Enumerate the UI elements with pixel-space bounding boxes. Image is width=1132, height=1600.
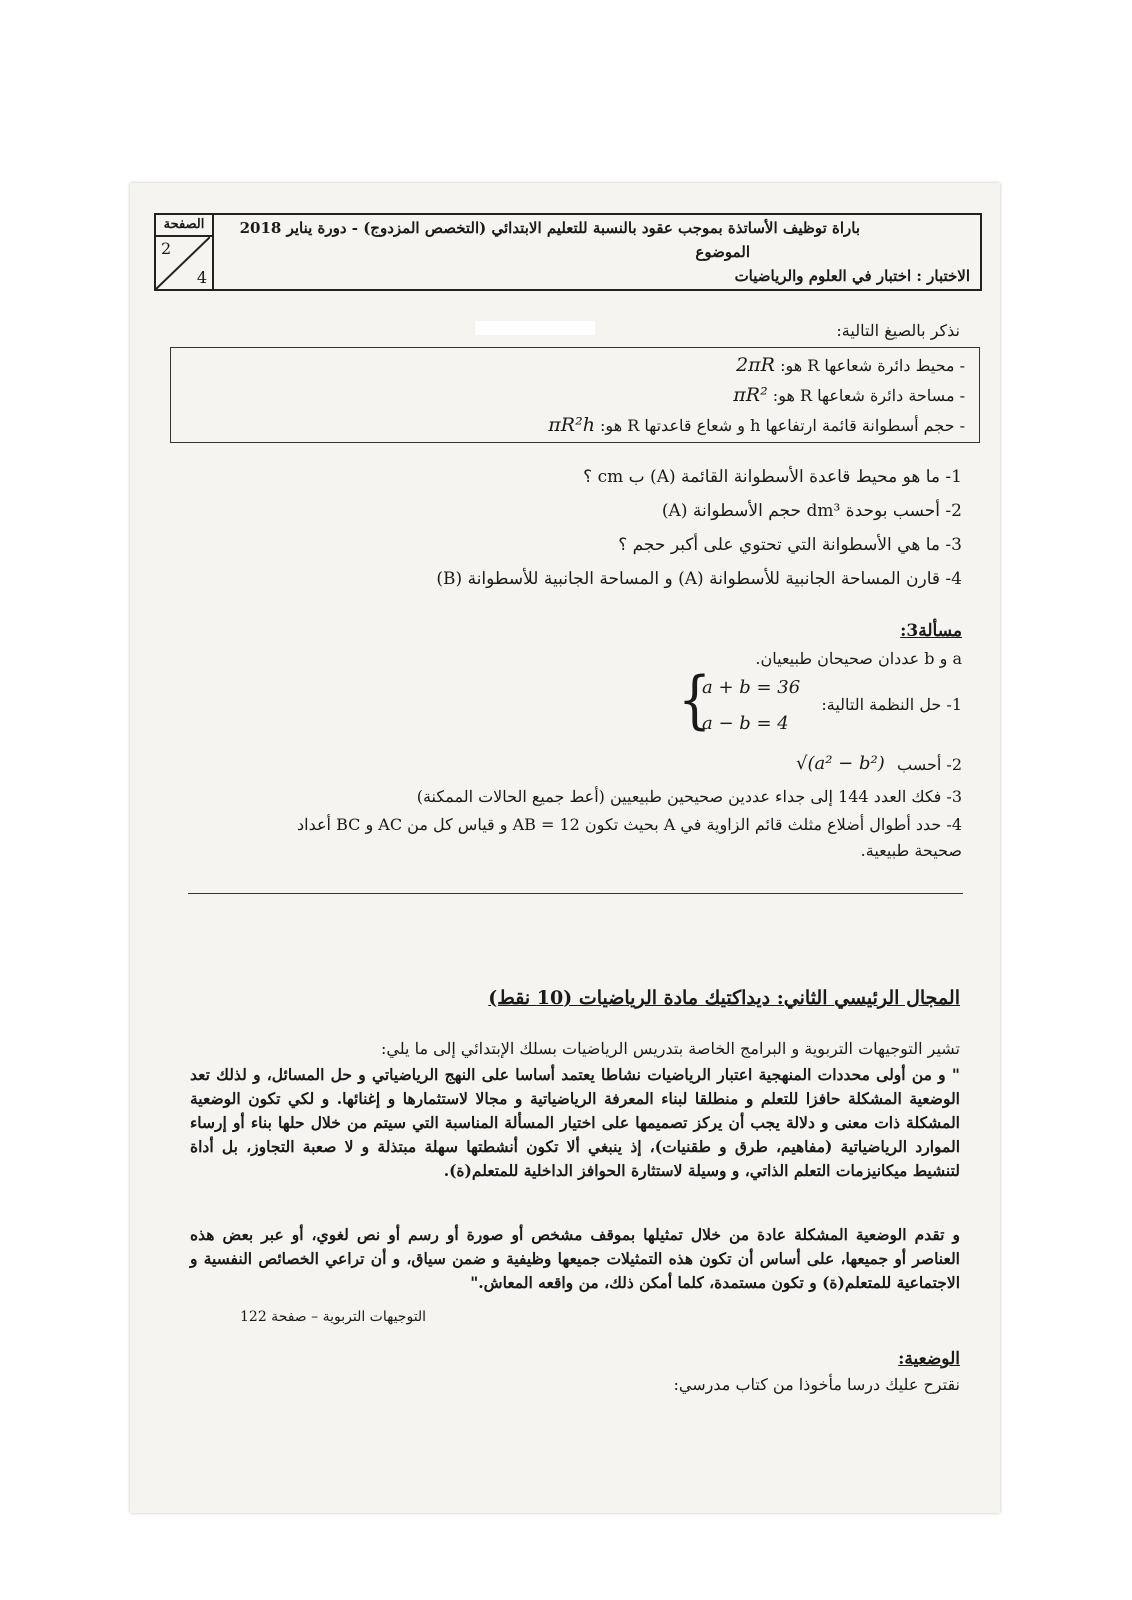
formula-2-text: - مساحة دائرة شعاعها R هو: (772, 386, 965, 405)
sqrt-expression: √(a² − b²) (796, 753, 885, 774)
header-exam: الاختبار : اختبار في العلوم والرياضيات (734, 267, 970, 285)
exam-page (130, 183, 1000, 1513)
question-2: 2- أحسب بوحدة dm³ حجم الأسطوانة (A) (661, 501, 962, 521)
formulas-intro: نذكر بالصيغ التالية: (836, 321, 960, 340)
question-1: 1- ما هو محيط قاعدة الأسطوانة القائمة (A) ب cm ؟ (583, 467, 962, 487)
quote-source: التوجيهات التربوية – صفحة 122 (240, 1309, 427, 1325)
problem3-q2: 2- أحسب (897, 755, 962, 774)
formula-1 (736, 354, 965, 376)
problem3-q4-line2: صحيحة طبيعية. (860, 841, 962, 860)
erased-strip (475, 321, 595, 335)
page-total: 4 (196, 268, 207, 287)
page-current: 2 (161, 239, 172, 258)
question-4: 4- قارن المساحة الجانبية للأسطوانة (A) و المساحة الجانبية للأسطوانة (B) (436, 569, 962, 589)
problem3-q3: 3- فكك العدد 144 إلى جداء عددين صحيحين طبيعيين (أعط جميع الحالات الممكنة) (416, 787, 962, 806)
problem3-title: مسألة3: (900, 621, 962, 641)
system-brace: { (678, 665, 712, 737)
formula-1-text: - محيط دائرة شعاعها R هو: (780, 356, 965, 375)
situation-text: نقترح عليك درسا مأخوذا من كتاب مدرسي: (673, 1375, 960, 1394)
header-title: باراة توظيف الأساتذة بموجب عقود بالنسبة للتعليم الابتدائي (التخصص المزدوج) - دورة يناير 2018 (239, 219, 860, 237)
section2-intro: تشير التوجيهات التربوية و البرامج الخاصة بتدريس الرياضيات بسلك الإبتدائي إلى ما يلي: (381, 1039, 960, 1058)
section-divider (188, 893, 963, 894)
header-subject: الموضوع (695, 243, 750, 261)
formula-1-math: 2πR (736, 354, 775, 376)
formula-box (170, 347, 980, 443)
section2-quote-2: و تقدم الوضعية المشكلة عادة من خلال تمثيلها بموقف مشخص أو صورة أو رسم أو نص لغوي، أو عبر بعض هذه العناصر أو جميعها، على أساس أن تكون هذه التمثيلات جميعها وظيفية و ضمن سياق، و أن تراعي الخصائص النفسية و الاجتماعية للمتعلم(ة) و تكون مستمدة، كلما أمكن ذلك، من واقعه المعاش." (190, 1225, 960, 1292)
formula-2-math: πR² (733, 384, 768, 406)
equation-2: a − b = 4 (702, 713, 789, 734)
question-3: 3- ما هي الأسطوانة التي تحتوي على أكبر حجم ؟ (618, 535, 962, 555)
page-label: الصفحة (156, 215, 212, 237)
problem3-q1: 1- حل النظمة التالية: (821, 695, 962, 714)
situation-title: الوضعية: (898, 1349, 960, 1369)
formula-2 (733, 384, 965, 406)
problem3-given: a و b عددان صحيحان طبيعيان. (755, 649, 962, 668)
page-number-cell (156, 215, 214, 289)
formula-3-text: - حجم أسطوانة قائمة ارتفاعها h و شعاع قاعدتها R هو: (600, 416, 965, 435)
formula-3-math: πR²h (548, 414, 595, 436)
equation-1: a + b = 36 (702, 677, 801, 698)
header-box (154, 213, 982, 291)
section2-quote: " و من أولى محددات المنهجية اعتبار الرياضيات نشاطا يعتمد أساسا على النهج الرياضياتي و حل المسائل، و لذلك تعد الوضعية المشكلة حافزا للتعلم و منطلقا لبناء المعرفة الرياضياتية و مجالا لاستثمارها و إغنائها. و لكي تكون الوضعية المشكلة ذات معنى و دلالة يجب أن يركز تصميمها على اختيار المسألة المناسبة التي سيتم من خلال حلها بناء أو إرساء الموارد الرياضياتية (مفاهيم، طرق و طقنيات)، إذ ينبغي ألا تكون أنشطتها سهلة مبتذلة و لا صعبة التجاوز، بل أداة لتنشيط ميكانيزمات التعلم الذاتي، و وسيلة لاستثارة الحوافز الداخلية للمتعلم(ة). (190, 1065, 960, 1180)
problem3-q4-line1: 4- حدد أطوال أضلاع مثلث قائم الزاوية في A بحيث تكون AB = 12 و قياس كل من AC و BC أعداد (297, 815, 962, 834)
section2-title: المجال الرئيسي الثاني: ديداكتيك مادة الرياضيات (10 نقط) (488, 987, 960, 1009)
formula-3 (548, 414, 965, 436)
